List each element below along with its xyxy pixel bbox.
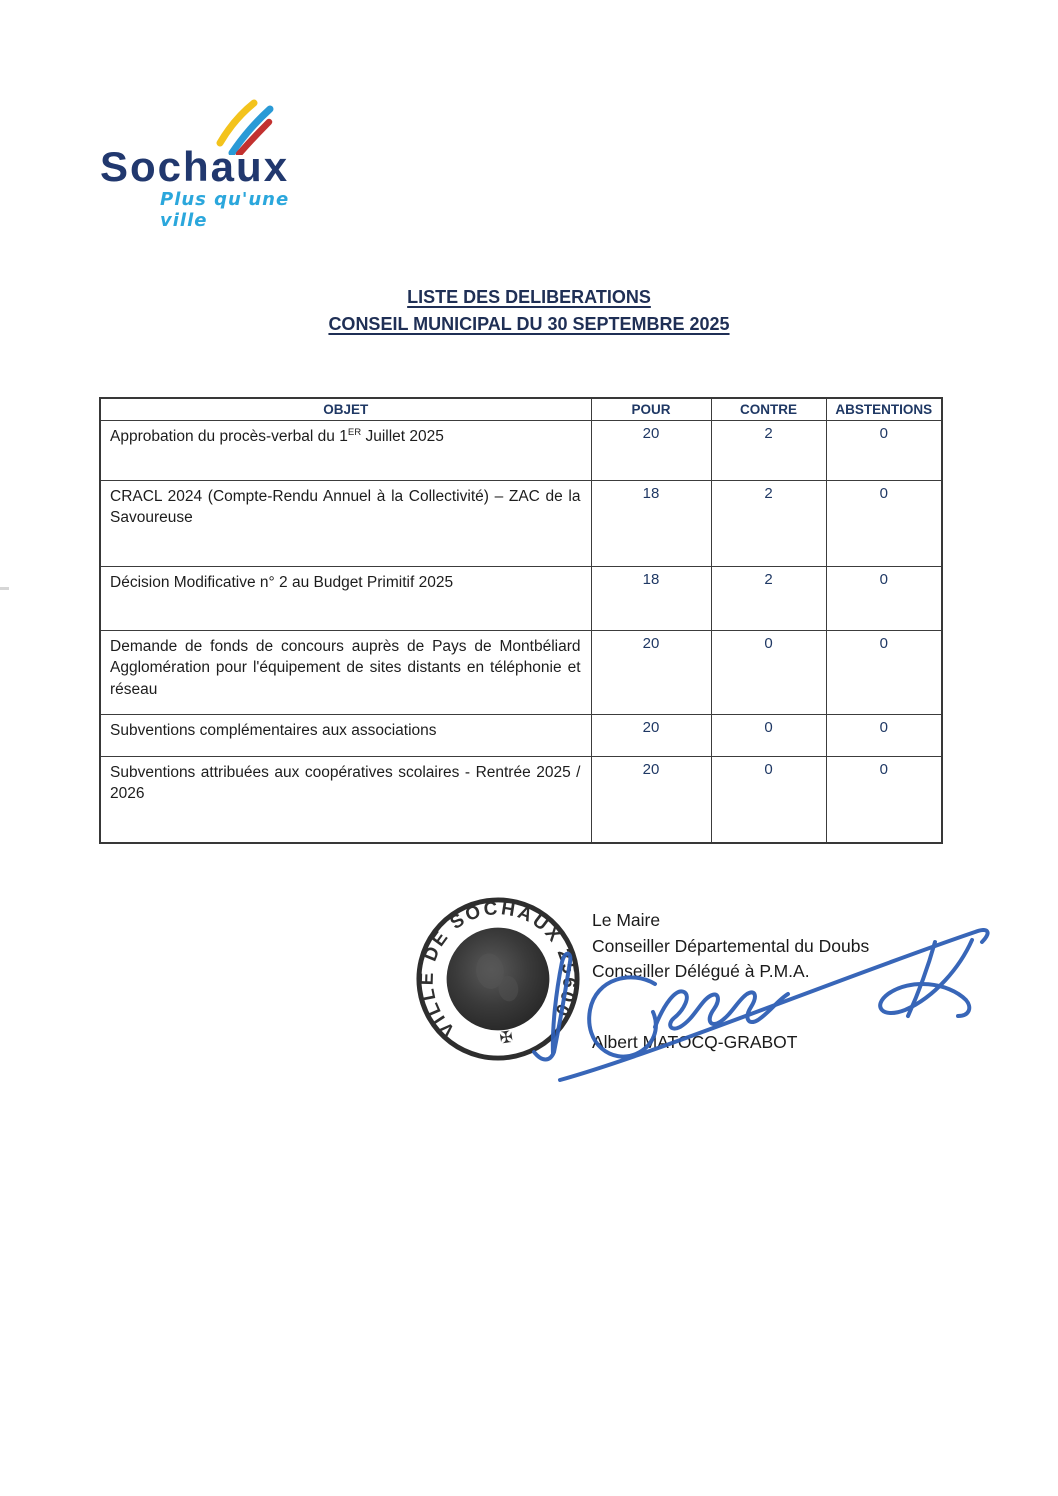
cell-abstentions: 0 [826,567,942,631]
document-title [0,284,1058,338]
table-row [100,757,942,843]
sochaux-logo [100,95,340,231]
stamp-ring-text: VILLE DE SOCHAUX 25600 [415,897,581,1042]
cell-objet: Décision Modificative n° 2 au Budget Primitif 2025 [100,567,591,631]
logo-brand-text: Sochaux [100,143,290,190]
cell-pour: 20 [591,757,711,843]
objet-text: Juillet 2025 [361,428,444,446]
cell-objet [100,421,591,481]
title-line-2: CONSEIL MUNICIPAL DU 30 SEPTEMBRE 2025 [328,314,730,334]
column-header-abstentions: ABSTENTIONS [826,398,942,421]
city-stamp [401,884,595,1074]
stamp-cross-icon: ✠ [498,1028,515,1048]
table-row [100,567,942,631]
cell-objet: CRACL 2024 (Compte-Rendu Annuel à la Collectivité) – ZAC de la Savoureuse [100,481,591,567]
cell-contre: 0 [711,757,826,843]
cell-objet: Subventions attribuées aux coopératives scolaires - Rentrée 2025 / 2026 [100,757,591,843]
cell-contre: 2 [711,567,826,631]
cell-abstentions: 0 [826,421,942,481]
objet-text: Approbation du procès-verbal du 1 [110,428,348,446]
cell-contre: 2 [711,481,826,567]
cell-pour: 20 [591,715,711,757]
table-row [100,715,942,757]
signatory-role-3: Conseiller Délégué à P.M.A. [592,961,810,981]
cell-objet: Subventions complémentaires aux associations [100,715,591,757]
table-header-row [100,398,942,421]
cell-abstentions: 0 [826,631,942,715]
signatory-titles [592,908,869,985]
cell-pour: 20 [591,421,711,481]
objet-superscript: ER [347,427,362,438]
table-row [100,631,942,715]
logo-tagline: Plus qu'une ville [160,189,290,231]
cell-abstentions: 0 [826,757,942,843]
table-row [100,421,942,481]
cell-pour: 18 [591,567,711,631]
cell-abstentions: 0 [826,715,942,757]
cell-contre: 0 [711,631,826,715]
cell-pour: 18 [591,481,711,567]
signatory-role-1: Le Maire [592,910,661,930]
table-row [100,481,942,567]
signatory-name: Albert MATOCQ-GRABOT [592,1032,798,1052]
cell-abstentions: 0 [826,481,942,567]
column-header-objet: OBJET [100,398,591,421]
scan-artifact [0,587,9,590]
title-line-1: LISTE DES DELIBERATIONS [407,287,651,307]
deliberations-table [99,397,943,844]
cell-objet: Demande de fonds de concours auprès de Pays de Montbéliard Agglomération pour l'équipement de sites distants en téléphonie et réseau [100,631,591,715]
signatory-role-2: Conseiller Départemental du Doubs [592,935,870,956]
column-header-pour: POUR [591,398,711,421]
cell-contre: 2 [711,421,826,481]
column-header-contre: CONTRE [711,398,826,421]
cell-pour: 20 [591,631,711,715]
cell-contre: 0 [711,715,826,757]
